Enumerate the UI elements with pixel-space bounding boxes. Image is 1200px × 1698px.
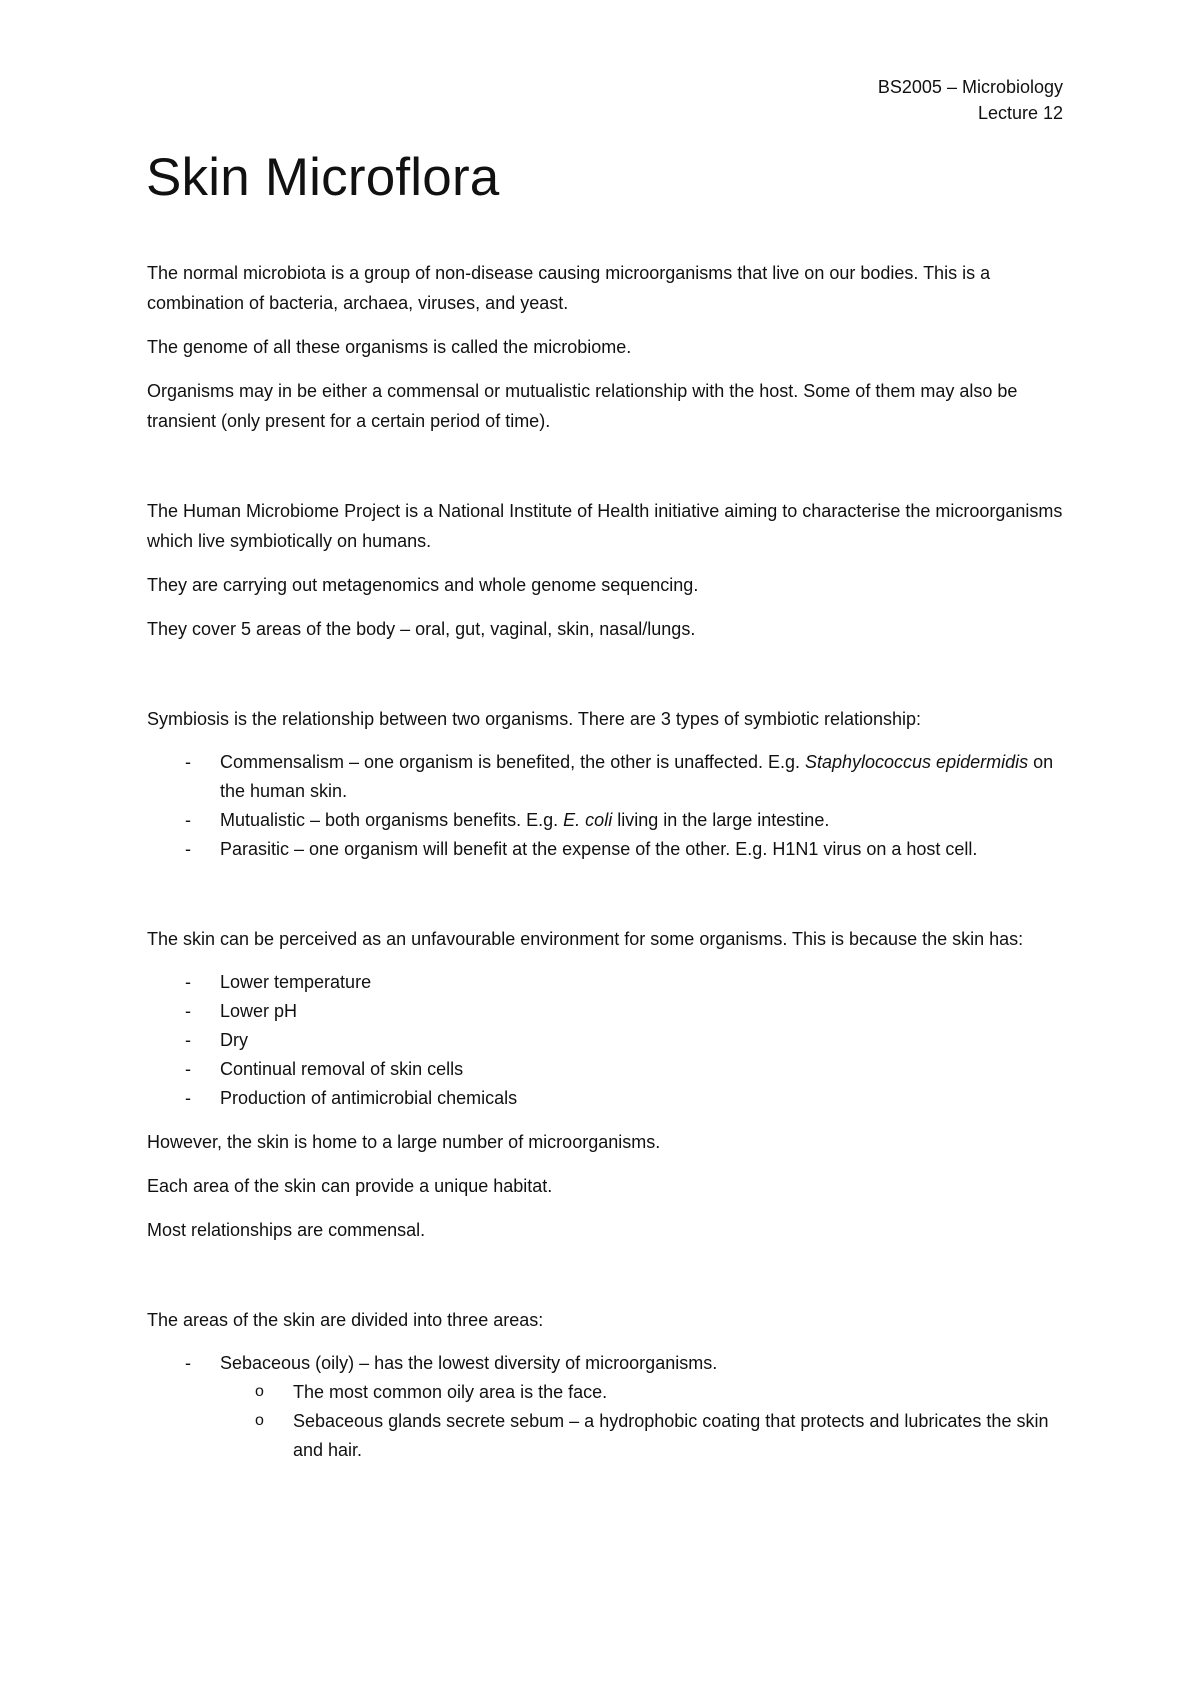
hmp-paragraph-1: The Human Microbiome Project is a National Institute of Health initiative aiming to characterise the microorganisms which live symbiotically on humans. xyxy=(147,501,1063,551)
hmp-paragraph-3: They cover 5 areas of the body – oral, gut, vaginal, skin, nasal/lungs. xyxy=(147,619,696,639)
intro-paragraph-2: The genome of all these organisms is called the microbiome. xyxy=(147,337,632,357)
hmp-paragraph-2: They are carrying out metagenomics and whole genome sequencing. xyxy=(147,575,699,595)
sub-list-item: o The most common oily area is the face. xyxy=(220,1378,1067,1407)
skin-paragraph-2: Each area of the skin can provide a unique habitat. xyxy=(147,1176,553,1196)
list-item: - Lower temperature xyxy=(147,968,1067,997)
skin-properties-list xyxy=(147,968,1067,1113)
skin-paragraph-1: However, the skin is home to a large number of microorganisms. xyxy=(147,1132,661,1152)
intro-paragraph-1: The normal microbiota is a group of non-disease causing microorganisms that live on our bodies. This is a combination of bacteria, archaea, viruses, and yeast. xyxy=(147,263,991,313)
sub-list-item: o Sebaceous glands secrete sebum – a hydrophobic coating that protects and lubricates the skin and hair. xyxy=(220,1407,1067,1465)
list-item: - Lower pH xyxy=(147,997,1067,1026)
course-code: BS2005 – Microbiology xyxy=(877,77,1063,97)
symbiosis-list xyxy=(147,748,1067,864)
sebaceous-sublist xyxy=(220,1378,1067,1465)
list-item xyxy=(147,1349,1067,1465)
intro-paragraph-3: Organisms may in be either a commensal or mutualistic relationship with the host. Some of them may also be transient (only present for a certain period of time). xyxy=(147,381,1018,431)
areas-intro: The areas of the skin are divided into three areas: xyxy=(147,1310,544,1330)
skin-areas-list xyxy=(147,1349,1067,1465)
list-item: - Continual removal of skin cells xyxy=(147,1055,1067,1084)
page-header xyxy=(878,74,1063,126)
areas-item-sebaceous: Sebaceous (oily) – has the lowest diversity of microorganisms. xyxy=(220,1353,718,1373)
list-item: - Mutualistic – both organisms benefits. E.g. E. coli living in the large intestine. xyxy=(147,806,1067,835)
skin-intro: The skin can be perceived as an unfavourable environment for some organisms. This is because the skin has: xyxy=(147,929,1024,949)
document-title: Skin Microflora xyxy=(146,148,500,207)
list-item: - Parasitic – one organism will benefit at the expense of the other. E.g. H1N1 virus on a host cell. xyxy=(147,835,1067,864)
lecture-number: Lecture 12 xyxy=(977,103,1063,123)
list-item: - Dry xyxy=(147,1026,1067,1055)
symbiosis-intro: Symbiosis is the relationship between two organisms. There are 3 types of symbiotic relationship: xyxy=(147,709,922,729)
skin-paragraph-3: Most relationships are commensal. xyxy=(147,1220,426,1240)
document-body xyxy=(147,258,1067,1479)
list-item: - Production of antimicrobial chemicals xyxy=(147,1084,1067,1113)
list-item: - Commensalism – one organism is benefited, the other is unaffected. E.g. Staphylococcus epidermidis on the human skin. xyxy=(147,748,1067,806)
